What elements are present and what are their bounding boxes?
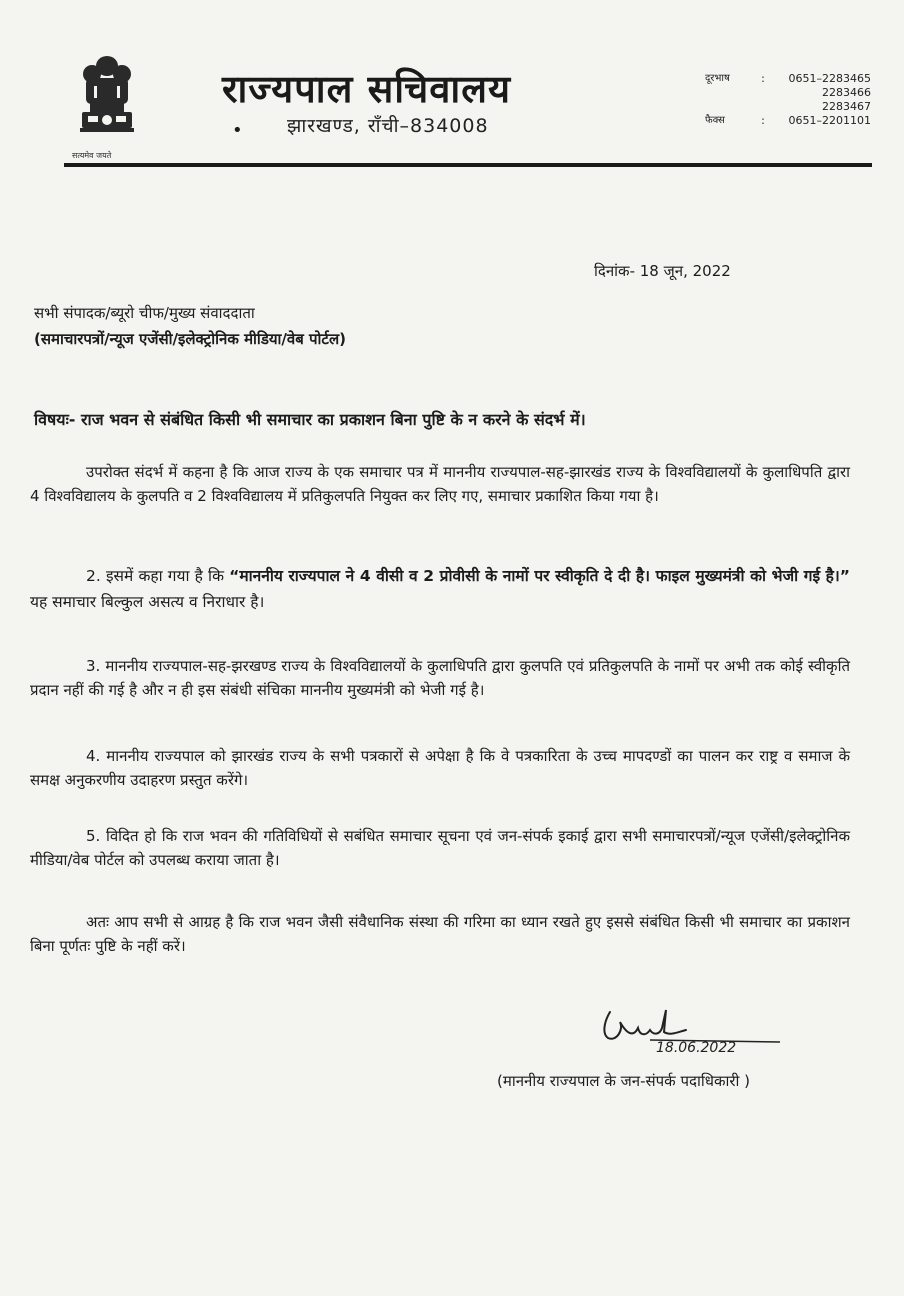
- phone-row-3: [705, 100, 871, 114]
- letter-date: दिनांक- 18 जून, 2022: [594, 262, 731, 280]
- organization-title: राज्यपाल सचिवालय: [222, 67, 512, 111]
- organization-address: झारखण्ड, राँची–834008: [287, 115, 489, 137]
- phone-row-2: [705, 86, 871, 100]
- signature-date: 18.06.2022: [656, 1040, 737, 1056]
- paragraph-5: [30, 824, 850, 872]
- paragraph-3: [30, 654, 850, 702]
- emblem-motto: सत्यमेव जयते: [72, 151, 112, 160]
- paragraph-6-text: अतः आप सभी से आग्रह है कि राज भवन जैसी संवैधानिक संस्था की गरिमा का ध्यान रखते हुए इससे संबंधित किसी भी समाचार का प्रकाशन बिना पूर्णतः पुष्टि के नहीं करें।: [30, 913, 850, 955]
- paragraph-5-text: 5. विदित हो कि राज भवन की गतिविधियों से सबंधित समाचार सूचना एवं जन-संपर्क इकाई द्वारा सभी समाचारपत्रों/न्यूज एजेंसी/इलेक्ट्रोनिक मीडिया/वेब पोर्टल को उपलब्ध कराया जाता है।: [30, 827, 850, 869]
- paragraph-4: [30, 744, 850, 792]
- paragraph-2-suffix: यह समाचार बिल्कुल असत्य व निराधार है।: [30, 593, 265, 611]
- paragraph-2-prefix: 2. इसमें कहा गया है कि: [86, 567, 230, 585]
- phone-number-1: 0651–2283465: [788, 72, 871, 85]
- addressee-line-2: (समाचारपत्रों/न्यूज एजेंसी/इलेक्ट्रोनिक मीडिया/वेब पोर्टल): [34, 330, 347, 348]
- paragraph-1: [30, 460, 850, 508]
- contact-block: [705, 72, 871, 128]
- state-emblem-icon: [70, 50, 144, 162]
- phone-number-3: 2283467: [822, 100, 871, 113]
- phone-label: दूरभाष: [705, 73, 730, 84]
- paragraph-4-text: 4. माननीय राज्यपाल को झारखंड राज्य के सभी पत्रकारों से अपेक्षा है कि वे पत्रकारिता के उच्च मापदण्डों का पालन कर राष्ट्र व समाज के समक्ष अनुकरणीय उदाहरण प्रस्तुत करेंगे।: [30, 747, 850, 789]
- letterhead-divider: [64, 163, 872, 167]
- phone-row: [705, 72, 871, 86]
- paragraph-1-text: उपरोक्त संदर्भ में कहना है कि आज राज्य के एक समाचार पत्र में माननीय राज्यपाल-सह-झारखंड राज्य के विश्वविद्यालयों के कुलाधिपति द्वारा 4 विश्वविद्यालय के कुलपति व 2 विश्वविद्यालय में प्रतिकुलपति नियुक्त कर लिए गए, समाचार प्रकाशित किया गया है।: [30, 463, 850, 505]
- fax-row: [705, 114, 871, 128]
- paragraph-3-text: 3. माननीय राज्यपाल-सह-झरखण्ड राज्य के विश्वविद्यालयों के कुलाधिपति द्वारा कुलपति एवं प्रतिकुलपति के नामों पर अभी तक कोई स्वीकृति प्रदान नहीं की गई है और न ही इस संबंधी संचिका माननीय मुख्यमंत्री को भेजी गई है।: [30, 657, 850, 699]
- addressee-line-1: सभी संपादक/ब्यूरो चीफ/मुख्य संवाददाता: [34, 304, 255, 322]
- paragraph-2: [30, 563, 850, 615]
- addressee-block: [34, 300, 346, 352]
- paragraph-2-quote: “माननीय राज्यपाल ने 4 वीसी व 2 प्रोवीसी के नामों पर स्वीकृति दे दी है। फाइल मुख्यमंत्री को भेजी गई है।”: [229, 567, 850, 585]
- decorative-dot: •: [232, 120, 243, 141]
- fax-number: 0651–2201101: [788, 114, 871, 127]
- fax-label: फैक्स: [705, 115, 725, 126]
- paragraph-6: [30, 910, 850, 958]
- phone-number-2: 2283466: [822, 86, 871, 99]
- phone-separator: :: [761, 72, 765, 85]
- fax-separator: :: [761, 114, 765, 127]
- signatory-designation: (माननीय राज्यपाल के जन-संपर्क पदाधिकारी ): [497, 1072, 750, 1090]
- letter-subject: विषयः- राज भवन से संबंधित किसी भी समाचार का प्रकाशन बिना पुष्टि के न करने के संदर्भ में।: [34, 410, 586, 429]
